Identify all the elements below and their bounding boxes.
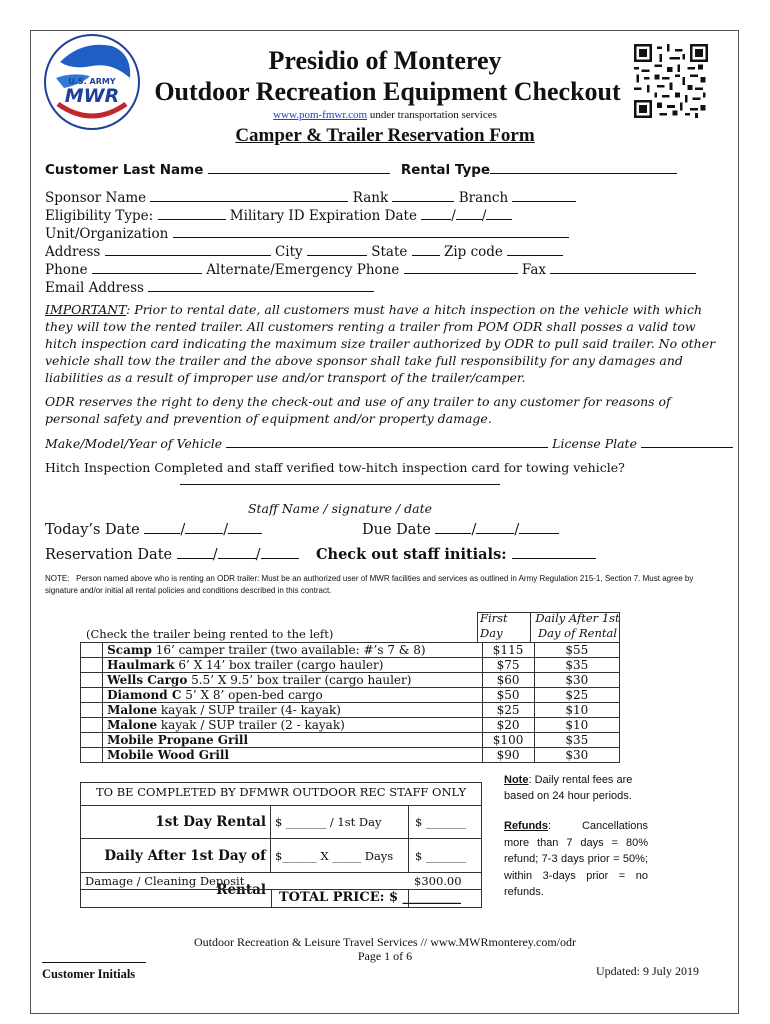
equipment-description bbox=[103, 643, 482, 658]
footer-services: Outdoor Recreation & Leisure Travel Services // www.MWRmonterey.com/odr bbox=[193, 935, 577, 949]
reserve-paragraph: ODR reserves the right to deny the check-out and use of any trailer to any customer for reasons of personal safety and prevention of equipment and/or property damage. bbox=[45, 394, 671, 426]
checkout-staff-row bbox=[316, 546, 596, 563]
equipment-first-day: $100 bbox=[482, 733, 534, 748]
col-first-day: First Day bbox=[480, 611, 508, 640]
eligibility-field[interactable] bbox=[158, 207, 226, 220]
alt-phone-field[interactable] bbox=[404, 261, 518, 274]
equipment-first-day: $75 bbox=[482, 658, 534, 673]
equipment-name: Diamond C bbox=[107, 688, 182, 702]
rental-note-label: Note bbox=[504, 774, 529, 786]
vehicle-row bbox=[45, 435, 733, 452]
refunds-label: Refunds bbox=[504, 820, 548, 832]
eligibility-label: Eligibility Type: bbox=[45, 208, 154, 224]
due-day[interactable] bbox=[476, 521, 514, 534]
email-field[interactable] bbox=[148, 279, 374, 292]
military-id-month[interactable] bbox=[421, 207, 451, 220]
first-day-calc[interactable]: $ _______ / 1st Day bbox=[271, 805, 409, 839]
reservation-year[interactable] bbox=[261, 546, 299, 559]
unit-row bbox=[45, 225, 569, 242]
equipment-detail: 5.5’ X 9.5’ box trailer (cargo hauler) bbox=[187, 673, 412, 687]
unit-label: Unit/Organization bbox=[45, 226, 169, 242]
equipment-description bbox=[103, 718, 482, 733]
staff-signature-label: Staff Name / signature / date bbox=[247, 501, 433, 516]
due-date-label: Due Date bbox=[362, 522, 431, 538]
rental-note-text: : Daily rental fees are based on 24 hour periods. bbox=[504, 774, 633, 802]
equipment-first-day: $50 bbox=[482, 688, 534, 703]
reservation-month[interactable] bbox=[177, 546, 213, 559]
equipment-description bbox=[103, 703, 482, 718]
address-row bbox=[45, 243, 563, 260]
equipment-name: Haulmark bbox=[107, 658, 175, 672]
title-line2: Outdoor Recreation Equipment Checkout bbox=[154, 77, 621, 106]
footer-page: Page 1 of 6 bbox=[357, 949, 413, 963]
sponsor-name-label: Sponsor Name bbox=[45, 190, 147, 206]
title-line1: Presidio of Monterey bbox=[268, 46, 502, 75]
customer-last-name-label: Customer Last Name bbox=[45, 162, 204, 178]
svg-text:MWR: MWR bbox=[64, 85, 120, 107]
today-day[interactable] bbox=[185, 521, 223, 534]
equipment-name: Malone bbox=[107, 718, 158, 732]
zip-field[interactable] bbox=[507, 243, 563, 256]
equipment-name: Scamp bbox=[107, 643, 152, 657]
equipment-detail: 5’ X 8’ open-bed cargo bbox=[181, 688, 323, 702]
phone-row bbox=[45, 261, 696, 278]
plate-field[interactable] bbox=[641, 435, 733, 448]
equipment-daily: $55 bbox=[534, 643, 619, 658]
military-id-year[interactable] bbox=[486, 207, 512, 220]
website-link[interactable]: www.pom-fmwr.com bbox=[273, 109, 368, 121]
first-day-total[interactable]: $ _______ bbox=[409, 805, 481, 839]
branch-label: Branch bbox=[458, 190, 509, 206]
today-year[interactable] bbox=[228, 521, 262, 534]
equipment-daily: $10 bbox=[534, 703, 619, 718]
equipment-checkbox[interactable] bbox=[81, 718, 103, 733]
first-day-label: 1st Day Rental bbox=[81, 805, 271, 839]
daily-label: Daily After 1st Day of Rental bbox=[81, 839, 271, 873]
rental-type-label: Rental Type bbox=[400, 162, 491, 178]
equipment-name: Mobile Propane Grill bbox=[107, 733, 248, 747]
unit-field[interactable] bbox=[173, 225, 569, 238]
equipment-detail: kayak / SUP trailer (4- kayak) bbox=[157, 703, 341, 717]
col-divider-3 bbox=[619, 612, 620, 642]
important-label: IMPORTANT bbox=[45, 302, 127, 317]
staff-box bbox=[80, 782, 482, 908]
refunds-text: : Cancellations more than 7 days = 80% refund; 7-3 days prior = 50%; within 3-days prior = no refunds. bbox=[504, 820, 648, 898]
address-label: Address bbox=[45, 244, 101, 260]
equipment-row bbox=[81, 643, 620, 658]
address-field[interactable] bbox=[105, 243, 271, 256]
checkout-staff-field[interactable] bbox=[512, 546, 596, 559]
daily-calc[interactable]: $______ X _____ Days bbox=[271, 839, 409, 873]
updated-date: Updated: 9 July 2019 bbox=[596, 964, 699, 978]
state-field[interactable] bbox=[412, 243, 440, 256]
city-label: City bbox=[274, 244, 303, 260]
note-paragraph bbox=[45, 573, 725, 597]
equipment-row bbox=[81, 658, 620, 673]
equipment-checkbox[interactable] bbox=[81, 733, 103, 748]
customer-last-name-field[interactable] bbox=[208, 161, 390, 174]
due-month[interactable] bbox=[435, 521, 471, 534]
state-label: State bbox=[371, 244, 408, 260]
branch-field[interactable] bbox=[512, 189, 576, 202]
important-paragraph bbox=[45, 301, 723, 386]
alt-phone-label: Alternate/Emergency Phone bbox=[206, 262, 400, 278]
equipment-description bbox=[103, 733, 482, 748]
equipment-row bbox=[81, 673, 620, 688]
equipment-daily: $30 bbox=[534, 748, 619, 763]
equipment-row bbox=[81, 748, 620, 763]
equipment-first-day: $90 bbox=[482, 748, 534, 763]
equipment-name: Malone bbox=[107, 703, 158, 717]
equipment-daily: $30 bbox=[534, 673, 619, 688]
daily-total[interactable]: $ _______ bbox=[409, 839, 481, 873]
col-divider-2 bbox=[530, 612, 531, 642]
equipment-checkbox[interactable] bbox=[81, 688, 103, 703]
website-line bbox=[0, 109, 770, 121]
reservation-day[interactable] bbox=[218, 546, 256, 559]
sponsor-row bbox=[45, 189, 576, 206]
equipment-row bbox=[81, 733, 620, 748]
hitch-question: Hitch Inspection Completed and staff verified tow-hitch inspection card for towing vehicle? bbox=[45, 460, 625, 475]
equipment-description bbox=[103, 748, 482, 763]
customer-initials-line[interactable] bbox=[42, 962, 146, 963]
make-label: Make/Model/Year of Vehicle bbox=[45, 436, 223, 451]
equipment-daily: $25 bbox=[534, 688, 619, 703]
phone-label: Phone bbox=[45, 262, 88, 278]
equipment-daily: $35 bbox=[534, 658, 619, 673]
equipment-first-day: $25 bbox=[482, 703, 534, 718]
refunds-note bbox=[504, 818, 648, 901]
rank-field[interactable] bbox=[392, 189, 454, 202]
note-text: Person named above who is renting an ODR trailer: Must be an authorized user of MWR facilities and services as outlined in Army Regulation 215-1, Section 7. Must agree by signature and/or initial all rental policies and conditions described in this contract. bbox=[45, 574, 694, 595]
website-suffix: under transportation services bbox=[367, 109, 497, 121]
checkout-staff-label: Check out staff initials: bbox=[316, 546, 507, 563]
deposit-label: Damage / Cleaning Deposit bbox=[85, 874, 245, 888]
city-field[interactable] bbox=[307, 243, 367, 256]
form-title: Camper & Trailer Reservation Form bbox=[235, 125, 535, 146]
make-field[interactable] bbox=[226, 435, 548, 448]
svg-text:U.S. ARMY: U.S. ARMY bbox=[68, 77, 116, 86]
col-daily-after: Daily After 1st Day of Rental bbox=[535, 611, 620, 640]
important-text: : Prior to rental date, all customers must have a hitch inspection on the vehicle with which they will tow the rented trailer. All customers renting a trailer from POM ODR shall posses a valid tow hitch inspection card indicating the maximum size trailer authorized by ODR to pull said trailer. No other vehicle shall tow the trailer and the above sponsor shall take full responsibility for any damages and liabilities as a result of improper use and/or transport of the trailer/camper. bbox=[45, 302, 716, 385]
equipment-checkbox[interactable] bbox=[81, 643, 103, 658]
equipment-checkbox[interactable] bbox=[81, 658, 103, 673]
today-date-label: Today’s Date bbox=[45, 522, 140, 538]
customer-initials-label: Customer Initials bbox=[42, 967, 136, 981]
equipment-checkbox[interactable] bbox=[81, 703, 103, 718]
equipment-table bbox=[80, 642, 620, 763]
today-date-row: Today’s Date / / bbox=[45, 521, 262, 538]
zip-label: Zip code bbox=[443, 244, 503, 260]
fax-label: Fax bbox=[521, 262, 547, 278]
staff-box-heading: TO BE COMPLETED BY DFMWR OUTDOOR REC STAFF ONLY bbox=[95, 785, 467, 799]
equipment-name: Wells Cargo bbox=[107, 673, 188, 687]
total-price[interactable]: TOTAL PRICE: $ _________ bbox=[279, 890, 462, 905]
reservation-date-label: Reservation Date bbox=[45, 547, 173, 563]
equipment-row bbox=[81, 703, 620, 718]
fax-field[interactable] bbox=[550, 261, 696, 274]
col-divider-1 bbox=[477, 612, 478, 642]
equipment-first-day: $60 bbox=[482, 673, 534, 688]
rental-type-field[interactable] bbox=[490, 161, 677, 174]
plate-label: License Plate bbox=[552, 436, 637, 451]
equipment-description bbox=[103, 688, 482, 703]
email-row bbox=[45, 279, 374, 296]
equipment-detail: 16’ camper trailer (two available: #’s 7 & 8) bbox=[151, 643, 426, 657]
sponsor-name-field[interactable] bbox=[150, 189, 348, 202]
equipment-first-day: $20 bbox=[482, 718, 534, 733]
staff-signature-line[interactable] bbox=[180, 484, 500, 485]
equipment-description bbox=[103, 673, 482, 688]
military-id-label: Military ID Expiration Date bbox=[229, 208, 417, 224]
equipment-detail: 6’ X 14’ box trailer (cargo hauler) bbox=[174, 658, 384, 672]
equipment-detail: kayak / SUP trailer (2 - kayak) bbox=[157, 718, 345, 732]
equipment-row bbox=[81, 688, 620, 703]
military-id-day[interactable] bbox=[456, 207, 482, 220]
equipment-checkbox[interactable] bbox=[81, 673, 103, 688]
email-label: Email Address bbox=[45, 280, 144, 296]
equipment-checkbox[interactable] bbox=[81, 748, 103, 763]
equipment-name: Mobile Wood Grill bbox=[107, 748, 230, 762]
rental-note bbox=[504, 772, 648, 804]
equipment-instruction: (Check the trailer being rented to the left) bbox=[86, 627, 334, 641]
equipment-description bbox=[103, 658, 482, 673]
eligibility-row: Eligibility Type: Military ID Expiration Date / / bbox=[45, 207, 512, 224]
rank-label: Rank bbox=[352, 190, 389, 206]
equipment-row bbox=[81, 718, 620, 733]
equipment-first-day: $115 bbox=[482, 643, 534, 658]
equipment-daily: $10 bbox=[534, 718, 619, 733]
equipment-daily: $35 bbox=[534, 733, 619, 748]
customer-row bbox=[45, 161, 677, 178]
note-label: NOTE: bbox=[45, 574, 70, 583]
reservation-date-row: Reservation Date / / bbox=[45, 546, 299, 563]
due-date-row: Due Date / / bbox=[362, 521, 559, 538]
today-month[interactable] bbox=[144, 521, 180, 534]
col-header-top bbox=[477, 612, 619, 613]
due-year[interactable] bbox=[519, 521, 559, 534]
phone-field[interactable] bbox=[92, 261, 202, 274]
deposit-value: $300.00 bbox=[414, 874, 462, 888]
